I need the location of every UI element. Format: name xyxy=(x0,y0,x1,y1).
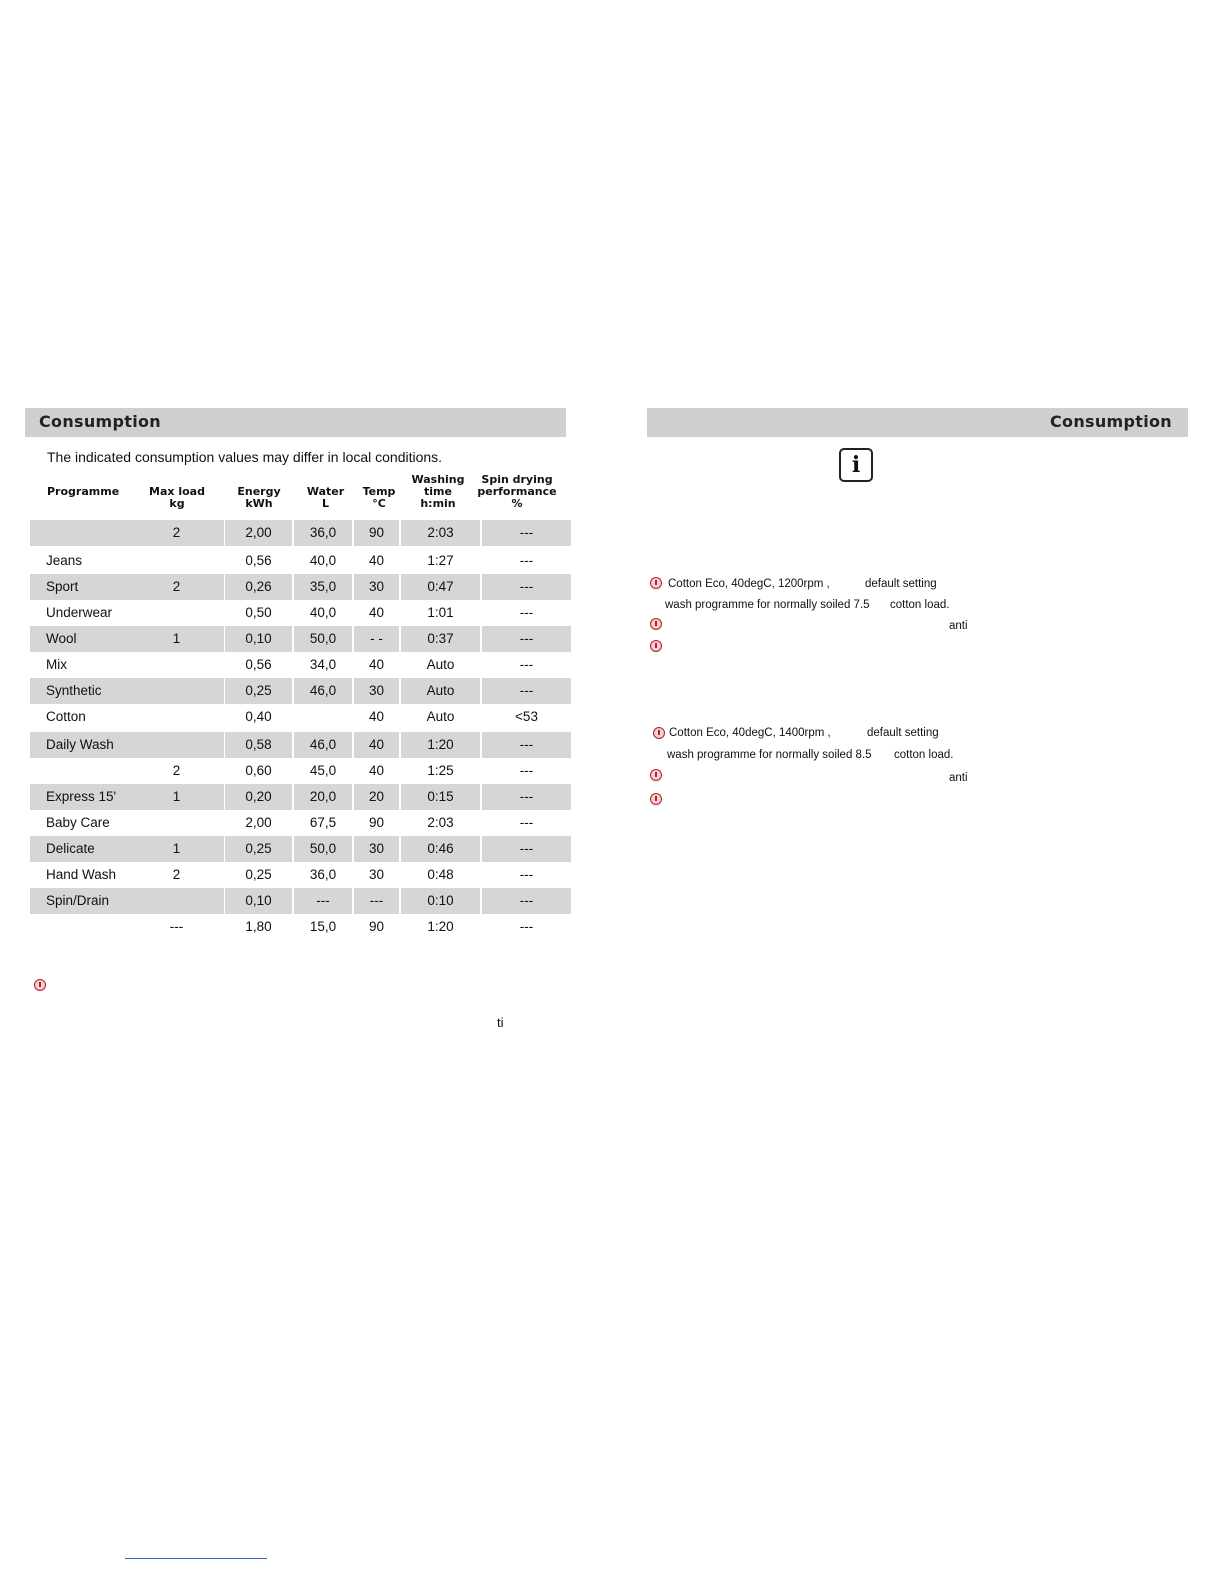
left-section-header xyxy=(25,408,566,437)
cell-programme: Underwear xyxy=(46,605,113,620)
cell-programme: Baby Care xyxy=(46,815,110,830)
block1-line1b: default setting xyxy=(865,578,937,590)
cell-spin-drying: <53 xyxy=(515,709,538,724)
cell-temp: 90 xyxy=(368,815,385,830)
cell-temp: 90 xyxy=(354,520,399,546)
cell-energy: 2,00 xyxy=(245,815,272,830)
cell-programme: Synthetic xyxy=(30,678,143,704)
block2-anti: anti xyxy=(949,772,968,784)
cell-temp: 40 xyxy=(368,605,385,620)
cell-water: 46,0 xyxy=(294,678,352,704)
cell-spin-drying: --- xyxy=(482,836,571,862)
cell-programme: Cotton xyxy=(46,709,86,724)
cell-max-load: 2 xyxy=(172,867,181,882)
right-section-title: Consumption xyxy=(1050,412,1172,431)
cell-temp: 30 xyxy=(354,836,399,862)
cell-programme: Jeans xyxy=(46,553,83,568)
cell-water: 36,0 xyxy=(294,520,352,546)
col-header-water: Water L xyxy=(306,485,345,510)
cell-max-load xyxy=(129,678,224,704)
cell-max-load xyxy=(129,548,224,574)
cell-washing-time: 0:10 xyxy=(401,888,480,914)
cell-washing-time: 1:20 xyxy=(427,919,454,934)
cell-washing-time: Auto xyxy=(426,657,455,672)
left-section-title: Consumption xyxy=(39,412,161,431)
warning-icon xyxy=(650,618,662,630)
cell-programme: Sport xyxy=(30,574,143,600)
table-row xyxy=(30,704,571,730)
cell-energy: 2,00 xyxy=(225,520,292,546)
cell-water: 20,0 xyxy=(294,784,352,810)
cell-max-load xyxy=(129,600,224,626)
cell-spin-drying: --- xyxy=(519,657,534,672)
cell-temp: 20 xyxy=(354,784,399,810)
cell-max-load: 1 xyxy=(129,836,224,862)
cell-max-load: 1 xyxy=(129,784,224,810)
cell-programme xyxy=(30,758,143,784)
cell-spin-drying: --- xyxy=(482,784,571,810)
cell-energy: 0,50 xyxy=(245,605,272,620)
right-section-header xyxy=(647,408,1188,437)
cell-water xyxy=(294,704,352,730)
table-row xyxy=(30,678,571,704)
cell-water: 50,0 xyxy=(294,626,352,652)
cell-max-load: 2 xyxy=(129,520,224,546)
cell-max-load: 2 xyxy=(129,574,224,600)
cell-washing-time: Auto xyxy=(426,709,455,724)
cell-programme: Daily Wash xyxy=(30,732,143,758)
table-row xyxy=(30,914,571,940)
table-row xyxy=(30,520,571,546)
col-header-spin-drying: Spin drying performance % xyxy=(477,473,557,510)
cell-energy: 0,25 xyxy=(245,867,272,882)
cell-programme: Spin/Drain xyxy=(30,888,143,914)
cell-washing-time: 1:25 xyxy=(427,763,454,778)
cell-spin-drying: --- xyxy=(482,888,571,914)
block2-line1b: default setting xyxy=(867,727,939,739)
cell-spin-drying: --- xyxy=(519,605,534,620)
cell-spin-drying: --- xyxy=(519,919,534,934)
table-row xyxy=(30,732,571,758)
cell-spin-drying: --- xyxy=(482,574,571,600)
cell-energy: 0,58 xyxy=(225,732,292,758)
cell-spin-drying: --- xyxy=(519,867,534,882)
cell-energy: 0,25 xyxy=(225,836,292,862)
cell-spin-drying: --- xyxy=(482,520,571,546)
col-header-programme: Programme xyxy=(47,485,120,498)
cell-spin-drying: --- xyxy=(482,626,571,652)
cell-temp: 40 xyxy=(368,709,385,724)
cell-energy: 0,40 xyxy=(245,709,272,724)
cell-max-load: --- xyxy=(169,919,184,934)
col-header-energy: Energy kWh xyxy=(237,485,281,510)
cell-washing-time: 0:46 xyxy=(401,836,480,862)
cell-spin-drying: --- xyxy=(519,763,534,778)
cell-washing-time: 0:15 xyxy=(401,784,480,810)
cell-energy: 0,25 xyxy=(225,678,292,704)
cell-washing-time: 2:03 xyxy=(427,815,454,830)
cell-water: 15,0 xyxy=(309,919,337,934)
cell-temp: 30 xyxy=(354,574,399,600)
cell-energy: 0,26 xyxy=(225,574,292,600)
warning-icon xyxy=(650,793,662,805)
cell-temp: 30 xyxy=(354,678,399,704)
table-row xyxy=(30,810,571,836)
cell-programme: Express 15' xyxy=(30,784,143,810)
consumption-note: The indicated consumption values may differ in local conditions. xyxy=(47,449,443,465)
table-row xyxy=(30,784,571,810)
cell-water: --- xyxy=(294,888,352,914)
cell-temp: 40 xyxy=(368,553,385,568)
cell-programme xyxy=(30,520,143,546)
cell-water: 67,5 xyxy=(309,815,337,830)
warning-icon xyxy=(650,640,662,652)
warning-icon xyxy=(653,727,665,739)
cell-max-load xyxy=(129,810,224,836)
cell-water: 40,0 xyxy=(309,553,337,568)
cell-temp: --- xyxy=(354,888,399,914)
cell-max-load xyxy=(129,888,224,914)
cell-water: 34,0 xyxy=(309,657,337,672)
cell-washing-time: 1:20 xyxy=(401,732,480,758)
footer-fragment: ti xyxy=(497,1015,504,1030)
col-header-max-load: Max load kg xyxy=(149,485,205,510)
cell-spin-drying: --- xyxy=(519,553,534,568)
table-row xyxy=(30,600,571,626)
table-row xyxy=(30,574,571,600)
cell-water: 45,0 xyxy=(309,763,337,778)
table-row xyxy=(30,626,571,652)
cell-programme: Delicate xyxy=(30,836,143,862)
info-icon: i xyxy=(839,448,873,482)
cell-water: 36,0 xyxy=(309,867,337,882)
cell-max-load xyxy=(129,704,224,730)
block2-line2b: cotton load. xyxy=(894,749,954,761)
cell-washing-time: 0:37 xyxy=(401,626,480,652)
cell-programme xyxy=(30,914,143,940)
table-row xyxy=(30,548,571,574)
block1-line1a: Cotton Eco, 40degC, 1200rpm , xyxy=(668,578,830,590)
link-underline[interactable] xyxy=(125,1558,267,1559)
cell-washing-time: 2:03 xyxy=(401,520,480,546)
cell-temp: 40 xyxy=(354,732,399,758)
col-header-washing-time: Washing time h:min xyxy=(411,473,465,510)
warning-icon xyxy=(34,979,46,991)
cell-washing-time: 0:48 xyxy=(427,867,454,882)
cell-max-load: 1 xyxy=(129,626,224,652)
table-row xyxy=(30,652,571,678)
cell-spin-drying: --- xyxy=(482,678,571,704)
cell-washing-time: 0:47 xyxy=(401,574,480,600)
cell-energy: 0,10 xyxy=(225,626,292,652)
cell-energy: 0,60 xyxy=(245,763,272,778)
cell-temp: 30 xyxy=(368,867,385,882)
cell-programme: Wool xyxy=(30,626,143,652)
table-row xyxy=(30,888,571,914)
cell-water: 35,0 xyxy=(294,574,352,600)
cell-max-load: 2 xyxy=(172,763,181,778)
cell-energy: 0,56 xyxy=(245,553,272,568)
cell-energy: 1,80 xyxy=(245,919,272,934)
warning-icon xyxy=(650,577,662,589)
cell-washing-time: Auto xyxy=(401,678,480,704)
table-row xyxy=(30,862,571,888)
cell-water: 46,0 xyxy=(294,732,352,758)
cell-temp: 40 xyxy=(368,763,385,778)
cell-spin-drying: --- xyxy=(519,815,534,830)
table-row xyxy=(30,836,571,862)
cell-temp: 90 xyxy=(368,919,385,934)
block1-line2a: wash programme for normally soiled 7.5 xyxy=(665,599,870,611)
block1-line2b: cotton load. xyxy=(890,599,950,611)
cell-max-load xyxy=(129,652,224,678)
cell-temp: 40 xyxy=(368,657,385,672)
cell-washing-time: 1:01 xyxy=(427,605,454,620)
cell-programme: Mix xyxy=(46,657,67,672)
cell-water: 50,0 xyxy=(294,836,352,862)
warning-icon xyxy=(650,769,662,781)
cell-energy: 0,20 xyxy=(225,784,292,810)
table-row xyxy=(30,758,571,784)
cell-washing-time: 1:27 xyxy=(427,553,454,568)
cell-energy: 0,56 xyxy=(245,657,272,672)
cell-max-load xyxy=(129,732,224,758)
col-header-temp: Temp °C xyxy=(362,485,396,510)
block2-line2a: wash programme for normally soiled 8.5 xyxy=(667,749,872,761)
cell-programme: Hand Wash xyxy=(46,867,117,882)
block1-anti: anti xyxy=(949,620,968,632)
cell-energy: 0,10 xyxy=(225,888,292,914)
cell-temp: - - xyxy=(354,626,399,652)
cell-spin-drying: --- xyxy=(482,732,571,758)
block2-line1a: Cotton Eco, 40degC, 1400rpm , xyxy=(669,727,831,739)
cell-water: 40,0 xyxy=(309,605,337,620)
